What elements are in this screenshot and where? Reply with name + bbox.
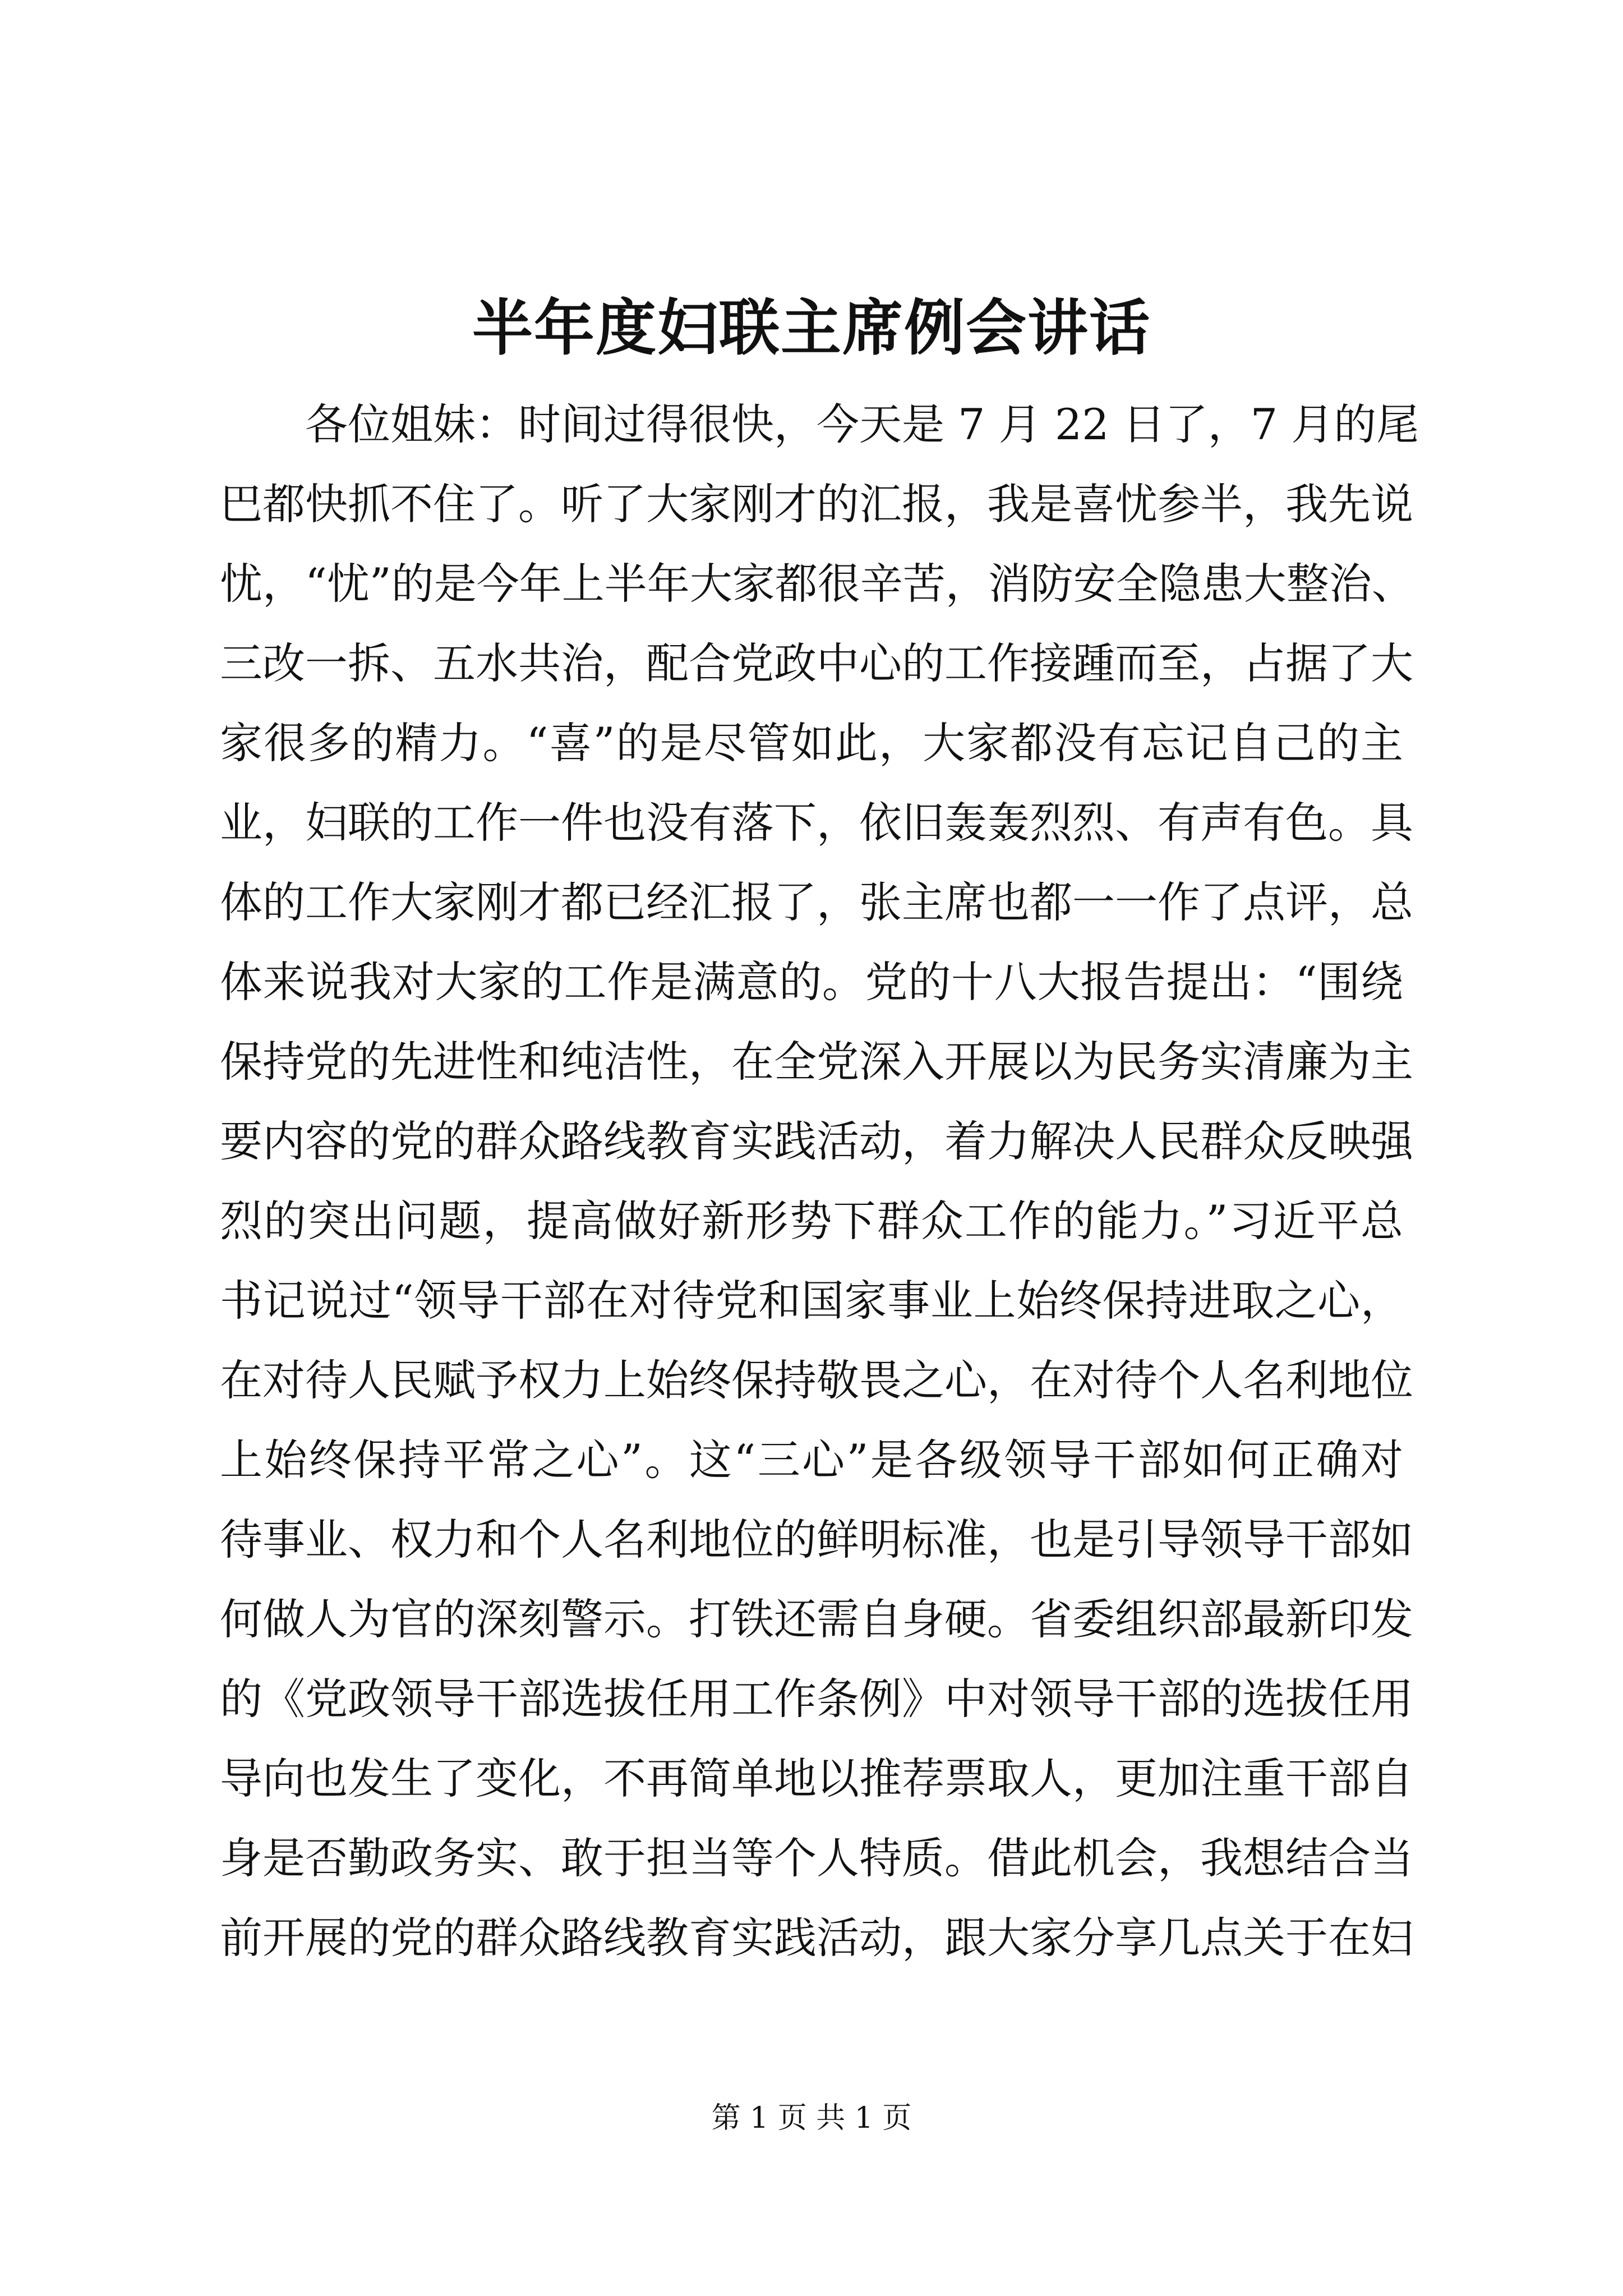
page-number-footer: 第 1 页 共 1 页 [711, 2101, 912, 2135]
body-line: 书记说过“领导干部在对待党和国家事业上始终保持进取之心， [220, 1276, 1403, 1326]
body-line: 保持党的先进性和纯洁性，在全党深入开展以为民务实清廉为主 [220, 1037, 1413, 1087]
body-line: 烈的突出问题，提高做好新形势下群众工作的能力。”习近平总 [220, 1196, 1403, 1246]
body-line: 前开展的党的群众路线教育实践活动，跟大家分享几点关于在妇 [220, 1913, 1413, 1963]
body-line: 忧，“忧”的是今年上半年大家都很辛苦，消防安全隐患大整治、 [220, 559, 1414, 609]
body-line: 待事业、权力和个人名利地位的鲜明标准，也是引导领导干部如 [220, 1515, 1413, 1565]
body-line: 家很多的精力。“喜”的是尽管如此，大家都没有忘记自己的主 [220, 718, 1403, 768]
body-line: 各位姐妹：时间过得很快，今天是 7 月 22 日了，7 月的尾 [305, 399, 1419, 449]
body-line: 的《党政领导干部选拔任用工作条例》中对领导干部的选拔任用 [220, 1674, 1413, 1724]
body-line: 体的工作大家刚才都已经汇报了，张主席也都一一作了点评，总 [220, 877, 1413, 927]
body-line: 要内容的党的群众路线教育实践活动，着力解决人民群众反映强 [220, 1116, 1413, 1166]
body-line: 在对待人民赋予权力上始终保持敬畏之心，在对待个人名利地位 [220, 1355, 1413, 1405]
body-line: 巴都快抓不住了。听了大家刚才的汇报，我是喜忧参半，我先说 [220, 479, 1413, 529]
body-line: 上始终保持平常之心”。这“三心”是各级领导干部如何正确对 [220, 1435, 1403, 1485]
document-title: 半年度妇联主席例会讲话 [472, 293, 1151, 364]
body-line: 业，妇联的工作一件也没有落下，依旧轰轰烈烈、有声有色。具 [220, 798, 1413, 848]
body-line: 何做人为官的深刻警示。打铁还需自身硬。省委组织部最新印发 [220, 1594, 1413, 1644]
body-line: 导向也发生了变化，不再简单地以推荐票取人，更加注重干部自 [220, 1754, 1413, 1803]
body-line: 身是否勤政务实、敢于担当等个人特质。借此机会，我想结合当 [220, 1833, 1413, 1883]
body-line: 体来说我对大家的工作是满意的。党的十八大报告提出：“围绕 [220, 957, 1403, 1007]
document-body [220, 385, 1419, 1978]
body-line: 三改一拆、五水共治，配合党政中心的工作接踵而至，占据了大 [220, 638, 1413, 688]
